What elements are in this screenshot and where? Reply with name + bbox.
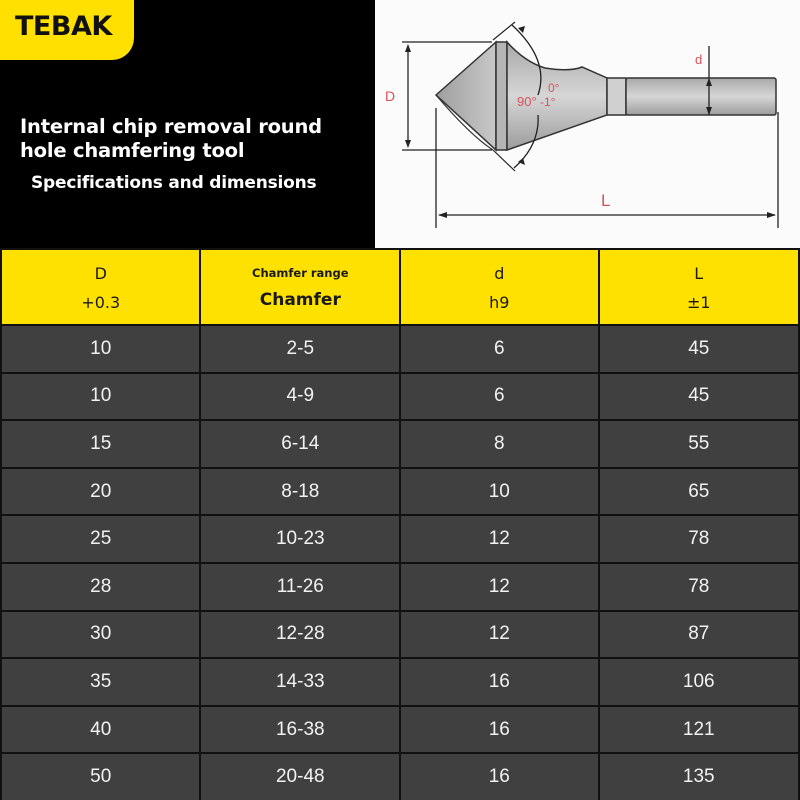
column-header-chamfer: Chamfer range Chamfer (200, 249, 400, 325)
cell-D: 50 (1, 753, 200, 800)
cell-D: 40 (1, 706, 200, 754)
table-header-row (1, 249, 799, 325)
cell-chamfer: 12-28 (200, 611, 400, 659)
table-row (1, 706, 799, 754)
cell-d: 10 (400, 468, 598, 516)
table-row (1, 658, 799, 706)
table-row (1, 515, 799, 563)
table-row (1, 420, 799, 468)
cell-chamfer: 20-48 (200, 753, 400, 800)
cell-d: 12 (400, 515, 598, 563)
title-line-1: Internal chip removal round (20, 115, 322, 138)
product-title (20, 115, 322, 163)
column-header-d: d h9 (400, 249, 598, 325)
cell-L: 45 (599, 373, 799, 421)
table-body (1, 325, 799, 800)
table-row (1, 468, 799, 516)
chamfer-tool-drawing (375, 0, 800, 248)
label-angle-upper: 0° (548, 81, 560, 95)
cell-D: 25 (1, 515, 200, 563)
cell-D: 28 (1, 563, 200, 611)
label-D: D (385, 88, 396, 104)
table-row (1, 373, 799, 421)
cell-d: 16 (400, 753, 598, 800)
cell-D: 10 (1, 325, 200, 373)
column-header-D: D +0.3 (1, 249, 200, 325)
cell-L: 135 (599, 753, 799, 800)
label-angle: 90° (517, 94, 537, 109)
cell-L: 106 (599, 658, 799, 706)
spec-table (0, 248, 800, 800)
tool-diagram (375, 0, 800, 248)
product-subtitle: Specifications and dimensions (31, 173, 317, 193)
cell-D: 35 (1, 658, 200, 706)
cell-chamfer: 2-5 (200, 325, 400, 373)
cell-d: 8 (400, 420, 598, 468)
cell-L: 78 (599, 515, 799, 563)
cell-D: 20 (1, 468, 200, 516)
cell-chamfer: 10-23 (200, 515, 400, 563)
title-line-2: hole chamfering tool (20, 139, 245, 162)
table-row (1, 563, 799, 611)
cell-D: 15 (1, 420, 200, 468)
column-header-L: L ±1 (599, 249, 799, 325)
brand-name: TEBAK (15, 11, 112, 42)
label-angle-lower: -1° (540, 95, 556, 109)
cell-d: 12 (400, 563, 598, 611)
label-L: L (601, 191, 611, 210)
cell-chamfer: 11-26 (200, 563, 400, 611)
cell-d: 6 (400, 325, 598, 373)
cell-chamfer: 8-18 (200, 468, 400, 516)
cell-D: 30 (1, 611, 200, 659)
cell-L: 65 (599, 468, 799, 516)
cell-chamfer: 4-9 (200, 373, 400, 421)
cell-d: 16 (400, 706, 598, 754)
cell-chamfer: 6-14 (200, 420, 400, 468)
cell-L: 55 (599, 420, 799, 468)
cell-chamfer: 14-33 (200, 658, 400, 706)
cell-L: 45 (599, 325, 799, 373)
cell-d: 12 (400, 611, 598, 659)
label-d: d (695, 52, 703, 67)
cell-L: 121 (599, 706, 799, 754)
table-row (1, 611, 799, 659)
table-row (1, 753, 799, 800)
table-row (1, 325, 799, 373)
cell-d: 16 (400, 658, 598, 706)
cell-L: 87 (599, 611, 799, 659)
brand-badge (0, 0, 134, 60)
header-banner (0, 0, 800, 248)
cell-D: 10 (1, 373, 200, 421)
cell-d: 6 (400, 373, 598, 421)
cell-chamfer: 16-38 (200, 706, 400, 754)
cell-L: 78 (599, 563, 799, 611)
